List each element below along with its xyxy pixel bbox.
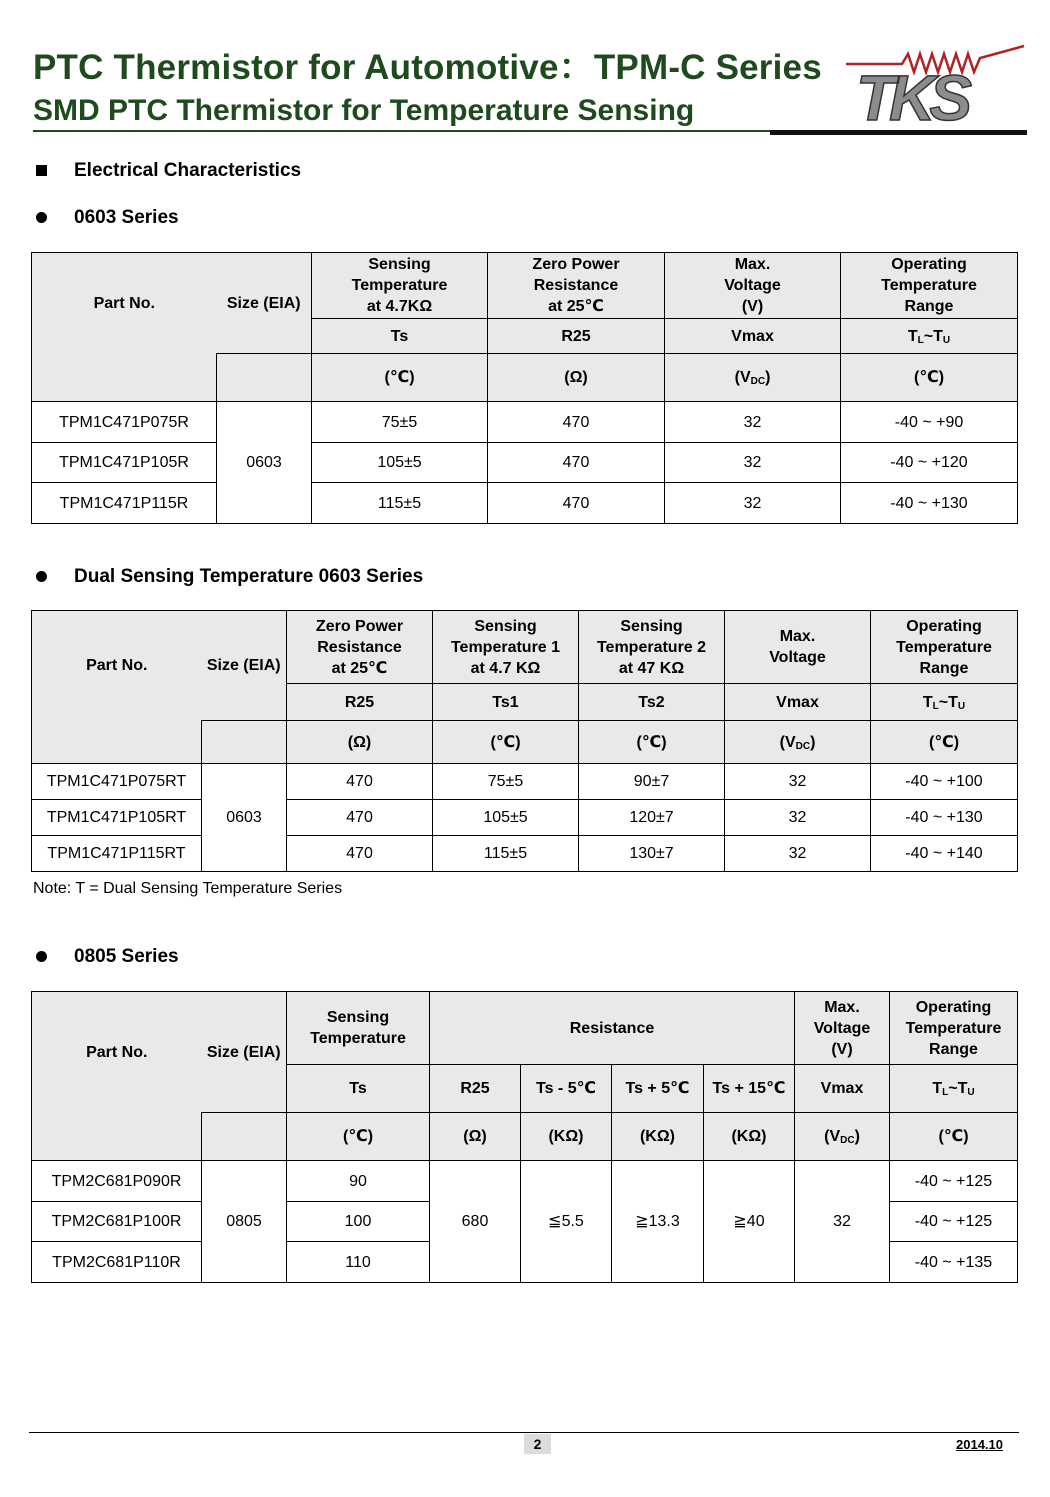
ts-value: 75±5 [312,402,488,443]
unit-ts-plus-15: (KΩ) [704,1113,795,1161]
unit-ts: (℃) [312,354,488,402]
part-number: TPM1C471P115RT [32,836,202,872]
vmax-value: 32 [665,483,841,524]
part-number: TPM2C681P100R [32,1202,202,1242]
range-value: -40 ~ +130 [871,800,1018,836]
unit-ts-plus-5: (KΩ) [612,1113,704,1161]
header-operating-range: Operating Temperature Range [871,611,1018,684]
r25-value: 470 [488,402,665,443]
symbol-tl-tu: $T_L\sim T_U$ [871,684,1018,721]
footer-rule [29,1432,1019,1433]
range-value: -40 ~ +140 [871,836,1018,872]
symbol-vmax: Vmax [725,684,871,721]
range-value: -40 ~ +90 [841,402,1018,443]
header-zero-power: Zero Power Resistance at 25℃ [287,611,433,684]
revision-date: 2014.10 [956,1437,1003,1452]
ts1-value: 75±5 [433,764,579,800]
unit-r25: (Ω) [488,354,665,402]
ts1-value: 115±5 [433,836,579,872]
unit-vmax: $(V_{DC})$ [725,721,871,764]
r25-value: 470 [287,764,433,800]
ts2-value: 130±7 [579,836,725,872]
title-underline [33,130,773,132]
size-value: 0603 [202,764,287,872]
ts-value: 100 [287,1202,430,1242]
symbol-tl-tu: $T_L\sim T_U$ [841,319,1018,354]
header-max-voltage: Max. Voltage [725,611,871,684]
logo-lettering: TKS [856,62,966,128]
square-bullet-icon [36,165,47,176]
ts2-value: 90±7 [579,764,725,800]
range-value: -40 ~ +135 [890,1242,1018,1283]
header-size-blank [217,354,312,402]
part-number: TPM1C471P075R [32,402,217,443]
symbol-ts2: Ts2 [579,684,725,721]
section-electrical [36,160,301,182]
header-part-no: Part No. [32,992,202,1113]
symbol-vmax: Vmax [665,319,841,354]
table-row [32,483,1018,524]
r25-value: 470 [287,836,433,872]
header-operating-range: Operating Temperature Range [890,992,1018,1065]
table-row [32,443,1018,483]
title-underline-bold [770,130,1027,135]
symbol-r25: R25 [488,319,665,354]
header-part-no-blank [32,721,202,764]
unit-ts1: (℃) [433,721,579,764]
header-size-blank [202,721,287,764]
header-sensing-temp-1: Sensing Temperature 1 at 4.7 KΩ [433,611,579,684]
range-value: -40 ~ +100 [871,764,1018,800]
section-0603 [36,207,179,229]
range-value: -40 ~ +125 [890,1202,1018,1242]
header-size: Size (EIA) [202,992,287,1113]
unit-vmax: $(V_{DC})$ [665,354,841,402]
range-value: -40 ~ +130 [841,483,1018,524]
ts-minus-5-value: ≦5.5 [521,1161,612,1283]
table-row [32,800,1018,836]
part-number: TPM1C471P105RT [32,800,202,836]
vmax-value: 32 [725,800,871,836]
symbol-ts: Ts [287,1065,430,1113]
header-operating-range: Operating Temperature Range [841,253,1018,319]
part-number: TPM1C471P105R [32,443,217,483]
table-dual-0603-series [31,610,1018,872]
ts-plus-15-value: ≧40 [704,1161,795,1283]
vmax-value: 32 [725,836,871,872]
section-heading: Electrical Characteristics [74,160,302,181]
symbol-ts-plus-15: Ts + 15℃ [704,1065,795,1113]
unit-range: (℃) [871,721,1018,764]
table-row [32,402,1018,443]
page-number: 2 [524,1434,551,1454]
size-value: 0805 [202,1161,287,1283]
r25-value: 470 [488,443,665,483]
section-0805 [36,946,179,968]
header-part-no: Part No. [32,611,202,721]
header-sensing-temp-2: Sensing Temperature 2 at 47 KΩ [579,611,725,684]
header-size: Size (EIA) [217,253,312,354]
header-sensing-temp: Sensing Temperature at 4.7KΩ [312,253,488,319]
unit-ts-minus-5: (KΩ) [521,1113,612,1161]
part-number: TPM1C471P115R [32,483,217,524]
round-bullet-icon [36,212,47,223]
unit-r25: (Ω) [430,1113,521,1161]
unit-r25: (Ω) [287,721,433,764]
ts1-value: 105±5 [433,800,579,836]
range-value: -40 ~ +120 [841,443,1018,483]
header-zero-power: Zero Power Resistance at 25℃ [488,253,665,319]
unit-range: (℃) [841,354,1018,402]
r25-value: 680 [430,1161,521,1283]
section-dual-0603 [36,566,423,588]
header-part-no-blank [32,354,217,402]
vmax-value: 32 [665,402,841,443]
table-0805-series [31,991,1018,1283]
header-part-no: Part No. [32,253,217,354]
table-0603-series [31,252,1018,524]
ts-plus-5-value: ≧13.3 [612,1161,704,1283]
header-max-voltage: Max. Voltage (V) [795,992,890,1065]
ts-value: 90 [287,1161,430,1202]
symbol-ts-plus-5: Ts + 5℃ [612,1065,704,1113]
ts2-value: 120±7 [579,800,725,836]
size-value: 0603 [217,402,312,524]
unit-ts2: (℃) [579,721,725,764]
round-bullet-icon [36,571,47,582]
table-row [32,764,1018,800]
symbol-ts: Ts [312,319,488,354]
header-size-blank [202,1113,287,1161]
page-subtitle: SMD PTC Thermistor for Temperature Sensing [33,94,695,127]
header-max-voltage: Max. Voltage (V) [665,253,841,319]
vmax-value: 32 [665,443,841,483]
table-note: Note: T = Dual Sensing Temperature Series [33,880,343,897]
ts-value: 115±5 [312,483,488,524]
unit-vmax: $(V_{DC})$ [795,1113,890,1161]
vmax-value: 32 [795,1161,890,1283]
part-number: TPM2C681P110R [32,1242,202,1283]
symbol-vmax: Vmax [795,1065,890,1113]
unit-range: (℃) [890,1113,1018,1161]
r25-value: 470 [287,800,433,836]
range-value: -40 ~ +125 [890,1161,1018,1202]
section-heading: 0805 Series [74,946,179,967]
part-number: TPM2C681P090R [32,1161,202,1202]
header-part-no-blank [32,1113,202,1161]
header-resistance: Resistance [430,992,795,1065]
unit-ts: (℃) [287,1113,430,1161]
header-size: Size (EIA) [202,611,287,721]
symbol-r25: R25 [430,1065,521,1113]
table-row [32,1161,1018,1202]
symbol-ts-minus-5: Ts - 5℃ [521,1065,612,1113]
part-number: TPM1C471P075RT [32,764,202,800]
section-heading: Dual Sensing Temperature 0603 Series [74,566,424,587]
page-title: PTC Thermistor for Automotive：TPM-C Series [33,48,822,87]
section-heading: 0603 Series [74,207,179,228]
tks-logo [842,40,1028,128]
r25-value: 470 [488,483,665,524]
vmax-value: 32 [725,764,871,800]
symbol-tl-tu: $T_L\sim T_U$ [890,1065,1018,1113]
round-bullet-icon [36,951,47,962]
header-sensing-temp: Sensing Temperature [287,992,430,1065]
symbol-r25: R25 [287,684,433,721]
symbol-ts1: Ts1 [433,684,579,721]
ts-value: 105±5 [312,443,488,483]
table-row [32,836,1018,872]
ts-value: 110 [287,1242,430,1283]
